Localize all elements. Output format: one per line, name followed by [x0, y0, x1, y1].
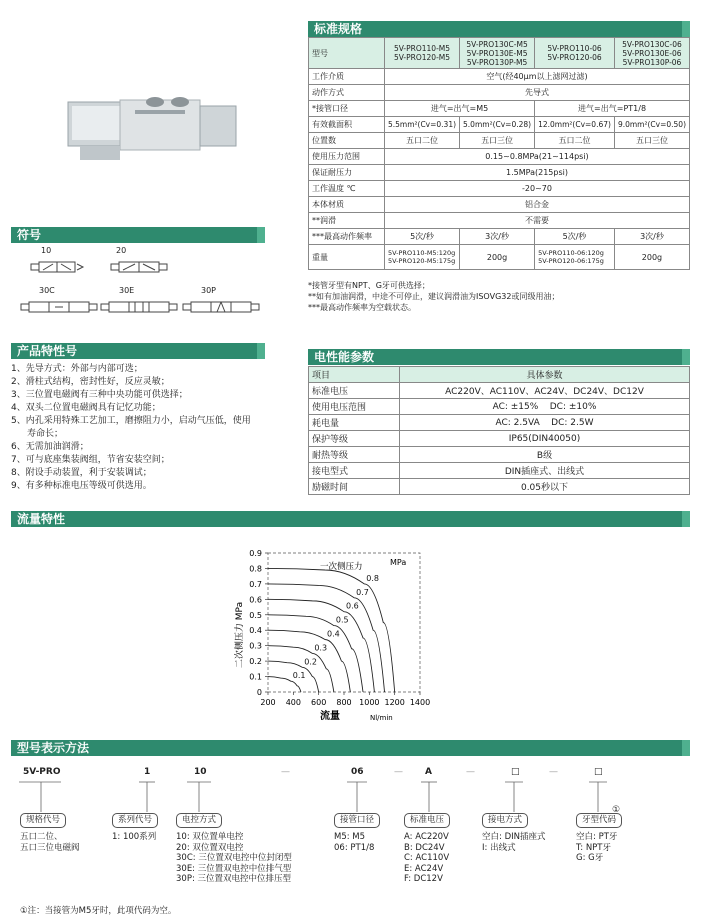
section-title-symbol: 符号	[11, 227, 265, 243]
x-tick-label: 400	[285, 698, 301, 707]
table-row	[309, 38, 690, 69]
list-item: 2、滑柱式结构，密封性好，反应灵敏；	[11, 377, 170, 387]
table-row	[309, 85, 690, 101]
y-tick-label: 0.5	[249, 610, 262, 620]
flow-chart	[220, 535, 470, 730]
elec-header-item: 项目	[309, 367, 400, 383]
spec-label-medium: 工作介质	[309, 69, 385, 85]
spec-model-3: 5V-PRO110-06 5V-PRO120-06	[535, 38, 615, 69]
y-tick-label: 0.8	[249, 564, 262, 574]
desc-line: A: AC220V	[404, 832, 449, 842]
desc-line: E: AC24V	[404, 863, 444, 874]
valve-symbol-30c	[19, 298, 99, 322]
valve-symbol-30p	[181, 298, 261, 322]
table-row	[309, 165, 690, 181]
section-title-features: 产品特性号	[11, 343, 265, 359]
thread-circle-mark: ①	[612, 805, 621, 815]
table-row	[309, 367, 690, 383]
spec-table	[308, 37, 690, 270]
spec-value-freq: 5次/秒	[535, 229, 615, 245]
spec-label-lube: **润滑	[309, 213, 385, 229]
spec-model-label: 型号	[309, 38, 385, 69]
code-dash: —	[466, 767, 475, 777]
box-thread: 牙型代码	[576, 813, 622, 828]
x-tick-label: 1400	[409, 698, 431, 707]
x-tick-label: 800	[336, 698, 352, 707]
spec-label-weight: 重量	[309, 245, 385, 270]
symbol-label: 10	[41, 246, 52, 255]
symbol-label: 30C	[39, 286, 55, 295]
list-item: 5、内孔采用特殊工艺加工，磨擦阻力小，启动气压低，使用	[11, 416, 251, 426]
series-label: 0.5	[335, 615, 349, 625]
spec-label-port: *接管口径	[309, 101, 385, 117]
spec-value-position: 五口二位	[535, 133, 615, 149]
desc-line: 空白: DIN插座式	[482, 832, 546, 842]
table-row	[309, 415, 690, 431]
spec-value-port-m5: 进气=出气=M5	[384, 101, 534, 117]
spec-value-freq: 3次/秒	[460, 229, 535, 245]
spec-value-weight: 200g	[460, 245, 535, 270]
table-row	[309, 431, 690, 447]
desc-series	[112, 832, 156, 843]
spec-value-position: 五口三位	[614, 133, 689, 149]
y-tick-label: 0.1	[249, 672, 262, 682]
table-row	[309, 149, 690, 165]
symbol-label: 30P	[201, 286, 217, 295]
desc-line: 30E: 三位置双电控中位排气型	[176, 863, 292, 874]
y-tick-label: 0.9	[249, 549, 262, 558]
symbol-label: 20	[116, 246, 127, 255]
table-row	[309, 245, 690, 270]
spec-value-weight: 200g	[614, 245, 689, 270]
spec-value-freq: 3次/秒	[614, 229, 689, 245]
table-row	[309, 463, 690, 479]
list-item: 6、无需加油润滑；	[11, 442, 89, 452]
table-row	[309, 399, 690, 415]
desc-line: 20: 双位置双电控	[176, 842, 244, 853]
code-thread: □	[594, 767, 603, 777]
box-port: 接管口径	[334, 813, 380, 828]
elec-value: 0.05秒以下	[400, 479, 690, 495]
spec-note: **如有加油润滑，中途不可停止，建议润滑油为ISOVG32或同级用油；	[308, 292, 560, 301]
spec-value-action: 先导式	[384, 85, 689, 101]
elec-label: 标准电压	[309, 383, 400, 399]
table-row	[309, 479, 690, 495]
desc-line: 30P: 三位置双电控中位排压型	[176, 874, 292, 884]
spec-value-area: 12.0mm²(Cv=0.67)	[535, 117, 615, 133]
desc-line: 30C: 三位置双电控中位封闭型	[176, 853, 292, 863]
desc-volt	[404, 832, 449, 885]
desc-thread	[576, 832, 617, 864]
spec-model-2: 5V-PRO130C-M5 5V-PRO130E-M5 5V-PRO130P-M5	[460, 38, 535, 69]
chart-xunit: Nl/min	[370, 714, 393, 722]
desc-line: C: AC110V	[404, 853, 450, 863]
desc-port	[334, 832, 374, 853]
spec-label-material: 本体材质	[309, 197, 385, 213]
table-row	[309, 229, 690, 245]
desc-line: G: G牙	[576, 853, 604, 863]
table-row	[309, 447, 690, 463]
list-item: 9、有多种标准电压等级可供选用。	[11, 481, 152, 491]
code-series: 1	[144, 767, 151, 777]
desc-ctrl	[176, 832, 292, 885]
y-tick-label: 0.3	[249, 641, 262, 651]
section-title-spec: 标准规格	[308, 21, 690, 37]
model-footnote: ①注：当接管为M5牙时，此项代码为空。	[20, 906, 177, 916]
table-row	[309, 133, 690, 149]
spec-value-area: 5.0mm²(Cv=0.28)	[460, 117, 535, 133]
desc-spec	[20, 832, 80, 853]
elec-table	[308, 366, 690, 495]
code-dash: —	[281, 767, 290, 777]
list-item: 3、三位置电磁阀有三种中央功能可供选择；	[11, 390, 188, 400]
spec-label-proof: 保证耐压力	[309, 165, 385, 181]
code-volt: A	[425, 767, 432, 777]
code-ctrl: 10	[194, 767, 207, 777]
list-item: 7、可与底座集装阀组，节省安装空间；	[11, 455, 170, 465]
desc-line: I: 出线式	[482, 842, 516, 853]
code-conn: □	[511, 767, 520, 777]
table-row	[309, 101, 690, 117]
desc-line: 五口二位、	[20, 832, 63, 842]
spec-value-weight: 5V-PRO110-M5:120g 5V-PRO120-M5:175g	[384, 245, 459, 270]
series-label: 0.6	[346, 601, 359, 611]
x-tick-label: 1200	[384, 698, 405, 707]
elec-value: AC220V、AC110V、AC24V、DC24V、DC12V	[400, 383, 690, 399]
spec-label-freq: ***最高动作频率	[309, 229, 385, 245]
code-dash: —	[394, 767, 403, 777]
series-label: 0.1	[292, 671, 306, 681]
valve-symbol-30e	[99, 298, 179, 322]
series-label: 0.3	[314, 643, 328, 653]
chart-xlabel: 流量	[320, 711, 340, 722]
spec-label-pressure: 使用压力范围	[309, 149, 385, 165]
desc-line: F: DC12V	[404, 874, 443, 884]
table-row	[309, 181, 690, 197]
spec-value-pressure: 0.15~0.8MPa(21~114psi)	[384, 149, 689, 165]
desc-line: 1: 100系列	[112, 832, 157, 842]
valve-symbol-20	[109, 258, 171, 282]
desc-line: 五口三位电磁阀	[20, 842, 80, 853]
elec-value: B级	[400, 447, 690, 463]
section-title-model: 型号表示方法	[11, 740, 690, 756]
box-conn: 接电方式	[482, 813, 528, 828]
table-row	[309, 117, 690, 133]
desc-line: B: DC24V	[404, 842, 445, 853]
spec-notes	[308, 280, 698, 313]
spec-value-position: 五口二位	[384, 133, 459, 149]
spec-note: ***最高动作频率为空载状态。	[308, 303, 416, 312]
spec-value-freq: 5次/秒	[384, 229, 459, 245]
y-tick-label: 0.7	[249, 579, 262, 589]
table-row	[309, 69, 690, 85]
code-spec: 5V-PRO	[23, 767, 61, 777]
elec-value: AC: 2.5VA DC: 2.5W	[400, 415, 690, 431]
elec-label: 耗电量	[309, 415, 400, 431]
x-tick-label: 1000	[359, 698, 380, 707]
spec-value-material: 铝合金	[384, 197, 689, 213]
spec-value-proof: 1.5MPa(215psi)	[384, 165, 689, 181]
elec-label: 使用电压范围	[309, 399, 400, 415]
spec-value-weight: 5V-PRO110-06:120g 5V-PRO120-06:175g	[535, 245, 615, 270]
chart-legend-title: 一次侧压力	[320, 562, 363, 572]
product-image	[60, 80, 240, 170]
desc-line: 10: 双位置单电控	[176, 832, 244, 842]
list-item: 寿命长；	[27, 429, 64, 439]
code-dash: —	[549, 767, 558, 777]
series-label: 0.8	[366, 573, 380, 583]
valve-symbol-10	[29, 258, 89, 282]
chart-legend-unit: MPa	[390, 558, 407, 567]
spec-value-area: 5.5mm²(Cv=0.31)	[384, 117, 459, 133]
spec-label-position: 位置数	[309, 133, 385, 149]
code-port: 06	[351, 767, 364, 777]
box-volt: 标准电压	[404, 813, 450, 828]
desc-line: 06: PT1/8	[334, 842, 375, 853]
x-tick-label: 200	[260, 698, 276, 707]
elec-label: 耐热等级	[309, 447, 400, 463]
elec-value: IP65(DIN40050)	[400, 431, 690, 447]
y-tick-label: 0.6	[249, 595, 262, 605]
x-tick-label: 600	[311, 698, 327, 707]
section-title-elec: 电性能参数	[308, 349, 690, 365]
spec-label-action: 动作方式	[309, 85, 385, 101]
box-spec: 规格代号	[20, 813, 66, 828]
spec-value-area: 9.0mm²(Cv=0.50)	[614, 117, 689, 133]
elec-header-param: 具体参数	[400, 367, 690, 383]
section-title-flow: 流量特性	[11, 511, 690, 527]
elec-label: 保护等级	[309, 431, 400, 447]
elec-label: 接电型式	[309, 463, 400, 479]
elec-value: DIN插座式、出线式	[400, 463, 690, 479]
y-tick-label: 0.4	[249, 626, 262, 636]
spec-value-position: 五口三位	[460, 133, 535, 149]
desc-conn	[482, 832, 545, 853]
spec-value-lube: 不需要	[384, 213, 689, 229]
table-row	[309, 383, 690, 399]
series-line	[268, 646, 334, 692]
symbol-label: 30E	[119, 286, 135, 295]
spec-label-area: 有效截面积	[309, 117, 385, 133]
feature-list	[11, 363, 281, 493]
table-row	[309, 197, 690, 213]
series-label: 0.4	[327, 629, 340, 639]
desc-line: T: NPT牙	[576, 842, 612, 853]
series-label: 0.2	[304, 657, 317, 667]
spec-value-port-pt: 进气=出气=PT1/8	[535, 101, 690, 117]
chart-ylabel: 二次侧压力 MPa	[235, 601, 245, 669]
spec-model-4: 5V-PRO130C-06 5V-PRO130E-06 5V-PRO130P-06	[614, 38, 689, 69]
spec-model-1: 5V-PRO110-M5 5V-PRO120-M5	[384, 38, 459, 69]
table-row	[309, 213, 690, 229]
spec-value-temp: -20~70	[384, 181, 689, 197]
symbol-group	[11, 246, 265, 326]
spec-label-temp: 工作温度 ℃	[309, 181, 385, 197]
list-item: 8、附设手动装置，利于安装调试；	[11, 468, 152, 478]
list-item: 1、先导方式：外部与内部可选；	[11, 364, 143, 374]
elec-label: 励磁时间	[309, 479, 400, 495]
spec-note: *接管牙型有NPT、G牙可供选择；	[308, 281, 430, 290]
y-tick-label: 0.2	[249, 657, 262, 667]
spec-value-medium: 空气(经40μm以上滤网过滤)	[384, 69, 689, 85]
desc-line: 空白: PT牙	[576, 832, 618, 842]
series-label: 0.7	[356, 587, 369, 597]
desc-line: M5: M5	[334, 832, 366, 842]
elec-value: AC: ±15% DC: ±10%	[400, 399, 690, 415]
box-series: 系列代号	[112, 813, 158, 828]
box-ctrl: 电控方式	[176, 813, 222, 828]
list-item: 4、双头二位置电磁阀具有记忆功能；	[11, 403, 161, 413]
y-tick-label: 0	[256, 688, 262, 697]
